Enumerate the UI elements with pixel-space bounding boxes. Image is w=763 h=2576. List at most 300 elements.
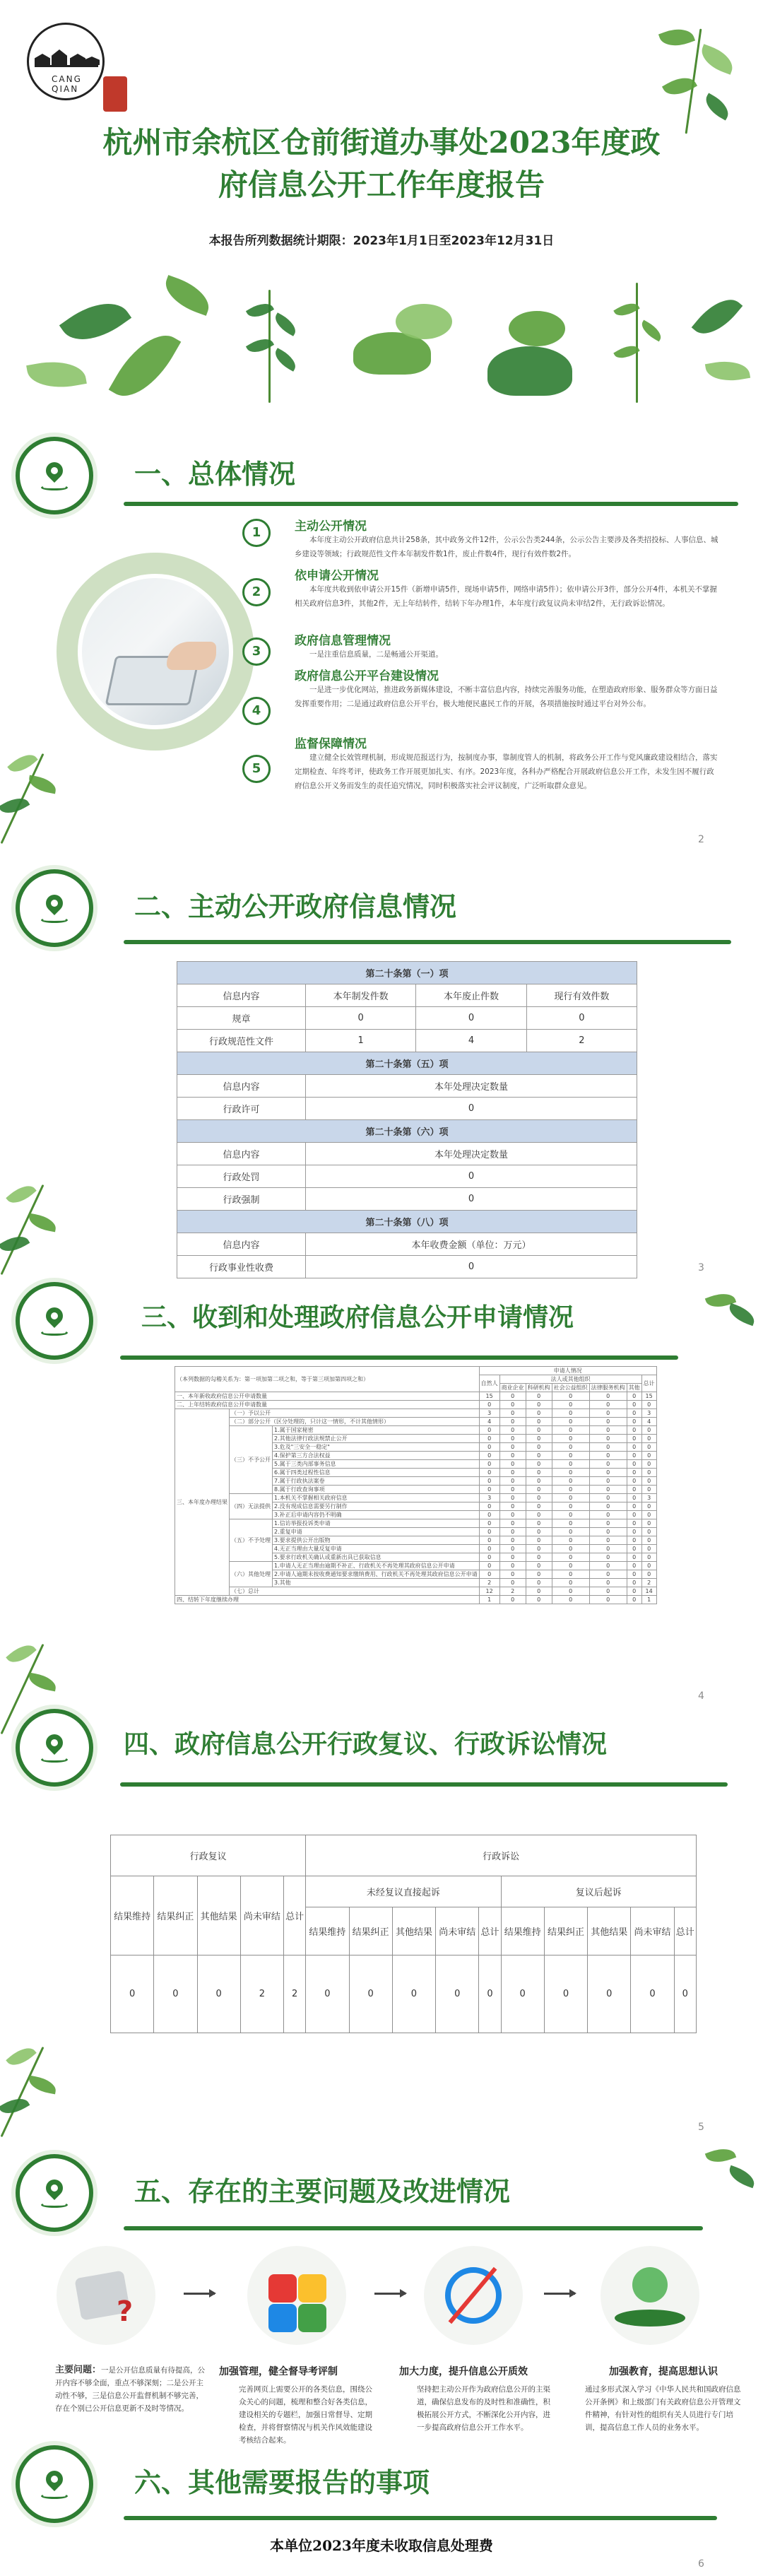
section-1-header xyxy=(0,431,763,523)
col-header: 总计 xyxy=(284,1876,306,1955)
row-label: 二、上年结转政府信息公开申请数量 xyxy=(175,1401,480,1409)
leaf-decor xyxy=(697,44,738,74)
problem-heading: 主要问题： xyxy=(55,2365,102,2375)
table-row xyxy=(175,1418,657,1426)
cell: 0 xyxy=(552,1494,589,1502)
cell: 0 xyxy=(416,1007,526,1030)
table-row xyxy=(175,1519,657,1528)
table-row xyxy=(177,1256,637,1278)
overview-body: 一是进一步优化网站，推进政务新媒体建设，不断丰富信息内容，持续完善服务功能，在塑造政府形象、服务群众等方面日益发挥重要作用；二是通过政府信息公开平台，极大地便民惠民工作的开展，各项措施按时通过平台对外公布。 xyxy=(295,686,718,708)
table-group-title: 第二十条第（六）项 xyxy=(177,1120,637,1143)
cell: 0 xyxy=(526,1452,552,1460)
cell: 4 xyxy=(641,1418,656,1426)
cell: 0 xyxy=(479,1955,501,2033)
overview-number: 1 xyxy=(242,519,271,547)
row-label: 一、本年新收政府信息公开申请数量 xyxy=(175,1392,480,1401)
cell: 0 xyxy=(552,1426,589,1435)
report-title xyxy=(99,122,664,206)
cell: 0 xyxy=(627,1426,641,1435)
overview-number: 2 xyxy=(242,578,271,606)
cell: 0 xyxy=(479,1452,499,1460)
cell: 0 xyxy=(479,1502,499,1511)
cell: 0 xyxy=(641,1528,656,1536)
arrow-right-icon xyxy=(374,2293,406,2295)
problem-block xyxy=(55,2364,211,2415)
row-label: （一）予以公开 xyxy=(230,1409,480,1418)
cell: 0 xyxy=(627,1502,641,1511)
cell: 0 xyxy=(552,1579,589,1587)
overview-item xyxy=(244,666,731,729)
location-pin-icon xyxy=(42,459,66,483)
col-header: 法律服务机构 xyxy=(589,1384,627,1392)
overview-number: 4 xyxy=(242,697,271,725)
leaf-decor xyxy=(28,2076,58,2095)
cell: 0 xyxy=(552,1392,589,1401)
logo-text: CANG QIAN xyxy=(52,74,82,94)
cell: 0 xyxy=(499,1502,526,1511)
report-period: 本报告所列数据统计期限：2023年1月1日至2023年12月31日 xyxy=(208,234,555,248)
section-6-underline xyxy=(124,2516,717,2520)
row-label: 2.重复申请 xyxy=(273,1528,480,1536)
cell: 0 xyxy=(154,1955,197,2033)
cell: 0 xyxy=(526,1536,552,1545)
cell: 1 xyxy=(641,1596,656,1604)
col-header: 尚未审结 xyxy=(631,1907,674,1955)
overview-body: 本年度主动公开政府信息共计258条，其中政务文件12件，公示公告类244条，公示公告主要涉及各类招投标、人事信息、城乡建设等领域；行政规范性文件本年制发件数1件，废止件数4件，现行有效件数2件。 xyxy=(295,536,718,558)
overview-heading: 主动公开情况 xyxy=(295,519,367,534)
cell: 0 xyxy=(627,1435,641,1443)
cell: 0 xyxy=(552,1528,589,1536)
location-pin-icon xyxy=(42,891,66,915)
logo xyxy=(20,16,140,122)
cell: 0 xyxy=(589,1553,627,1562)
col-header: 行政诉讼 xyxy=(306,1835,697,1876)
overview-heading: 政府信息公开平台建设情况 xyxy=(295,669,439,683)
col-header: 行政复议 xyxy=(111,1835,306,1876)
col-header: 结果纠正 xyxy=(154,1876,197,1955)
section-3-title: 三、收到和处理政府信息公开申请情况 xyxy=(141,1303,574,1332)
section-2-underline xyxy=(124,940,731,944)
cell: 0 xyxy=(526,1426,552,1435)
problem-illustration: ? xyxy=(57,2246,155,2345)
cell: 0 xyxy=(479,1528,499,1536)
effort-illustration xyxy=(424,2246,523,2345)
cell: 3 xyxy=(641,1409,656,1418)
cell: 0 xyxy=(479,1545,499,1553)
col-header: 结果纠正 xyxy=(544,1907,587,1955)
table-row xyxy=(175,1409,657,1418)
table-row xyxy=(175,1587,657,1596)
cell: 0 xyxy=(627,1553,641,1562)
cell: 0 xyxy=(627,1519,641,1528)
row-label: 3.其他 xyxy=(273,1579,480,1587)
col-header: 申请人情况 xyxy=(479,1367,656,1375)
cell: 0 xyxy=(627,1460,641,1469)
cell: 行政许可 xyxy=(177,1098,306,1120)
cell: 0 xyxy=(526,1570,552,1579)
cell: 0 xyxy=(479,1553,499,1562)
leaf-decor xyxy=(658,23,695,52)
row-label: （七）总计 xyxy=(230,1587,480,1596)
cell: 0 xyxy=(552,1587,589,1596)
col-header: 总计 xyxy=(479,1907,501,1955)
col-header: 科研机构 xyxy=(526,1384,552,1392)
cell: 0 xyxy=(552,1545,589,1553)
cell: 0 xyxy=(627,1570,641,1579)
page-number: 3 xyxy=(698,1262,704,1274)
row-label: 3.补正后申请内容仍不明确 xyxy=(273,1511,480,1519)
cell: 15 xyxy=(479,1392,499,1401)
row-label: 2.申请人逾期未按收费通知要求缴纳费用、行政机关不再处理其政府信息公开申请 xyxy=(273,1570,480,1579)
section-5-badge xyxy=(16,2154,93,2232)
table-row xyxy=(177,1030,637,1052)
cell: 0 xyxy=(526,1528,552,1536)
leaf-decor xyxy=(28,1673,58,1692)
cell: 0 xyxy=(641,1486,656,1494)
cell: 0 xyxy=(499,1452,526,1460)
cell: 0 xyxy=(552,1469,589,1477)
cell: 0 xyxy=(526,1511,552,1519)
cell: 2 xyxy=(284,1955,306,2033)
measure-heading: 加强教育，提高思想认识 xyxy=(609,2366,718,2377)
cell: 0 xyxy=(499,1528,526,1536)
cell: 0 xyxy=(526,1562,552,1570)
cell: 0 xyxy=(588,1955,631,2033)
col-header: 结果纠正 xyxy=(349,1907,392,1955)
row-label: 4.保护第三方合法权益 xyxy=(273,1452,480,1460)
cell: 0 xyxy=(526,1477,552,1486)
col-header: 总计 xyxy=(674,1907,696,1955)
col-header: 信息内容 xyxy=(177,1143,306,1165)
cell: 0 xyxy=(552,1502,589,1511)
cell: 0 xyxy=(499,1409,526,1418)
cell: 行政事业性收费 xyxy=(177,1256,306,1278)
plant-band xyxy=(0,261,763,431)
cell: 0 xyxy=(526,1469,552,1477)
cell: 0 xyxy=(641,1511,656,1519)
col-header: 商业企业 xyxy=(499,1384,526,1392)
cell: 0 xyxy=(589,1477,627,1486)
cell: 3 xyxy=(479,1409,499,1418)
cell: 0 xyxy=(499,1401,526,1409)
cell: 0 xyxy=(589,1443,627,1452)
col-header: 法人或其他组织 xyxy=(499,1375,641,1384)
col-header: 其他结果 xyxy=(197,1876,240,1955)
cell: 1 xyxy=(479,1596,499,1604)
cell: 0 xyxy=(627,1486,641,1494)
row-label: 四、结转下年度继续办理 xyxy=(175,1596,480,1604)
cell: 0 xyxy=(499,1443,526,1452)
section-2-badge xyxy=(16,869,93,947)
cell: 0 xyxy=(552,1460,589,1469)
cell: 2 xyxy=(526,1030,637,1052)
row-label: 3.危及"三安全一稳定" xyxy=(273,1443,480,1452)
section-4-header xyxy=(0,1703,763,1795)
cell: 14 xyxy=(641,1587,656,1596)
table-row xyxy=(175,1392,657,1401)
row-label: 6.属于四类过程性信息 xyxy=(273,1469,480,1477)
cell: 0 xyxy=(627,1536,641,1545)
cell: 0 xyxy=(627,1477,641,1486)
overview-heading: 监督保障情况 xyxy=(295,737,367,751)
cell: 0 xyxy=(627,1545,641,1553)
cell: 0 xyxy=(552,1418,589,1426)
subgroup-label: （六）其他处理 xyxy=(230,1562,273,1587)
table-row xyxy=(177,1233,637,1256)
cell: 0 xyxy=(627,1418,641,1426)
row-label: 7.属于行政执法案卷 xyxy=(273,1477,480,1486)
cell: 0 xyxy=(552,1511,589,1519)
table-row xyxy=(111,1955,697,2033)
cell: 3 xyxy=(641,1494,656,1502)
row-label: 1.信访举报投诉类申请 xyxy=(273,1519,480,1528)
cell: 0 xyxy=(306,1007,416,1030)
cell: 0 xyxy=(306,1256,637,1278)
cell: 1 xyxy=(306,1030,416,1052)
col-header: 其他结果 xyxy=(588,1907,631,1955)
no-fee-statement: 本单位2023年度未收取信息处理费 xyxy=(270,2537,493,2554)
cell: 0 xyxy=(589,1409,627,1418)
cell: 0 xyxy=(526,1494,552,1502)
cell: 0 xyxy=(627,1511,641,1519)
cell: 0 xyxy=(526,1435,552,1443)
cell: 0 xyxy=(392,1955,435,2033)
row-label: 5.属于三类内部事务信息 xyxy=(273,1460,480,1469)
page-number: 6 xyxy=(698,2558,704,2570)
section-3-badge xyxy=(16,1282,93,1360)
cell: 12 xyxy=(479,1587,499,1596)
report-title-line2: 府信息公开工作年度报告 xyxy=(218,167,545,202)
overview-body: 本年度共收到依申请公开15件（新增申请5件，现场申请5件，网络申请5件）；依申请公开3件，部分公开4件，本机关不掌握相关政府信息3件，其他2件，无上年结转件，结转下年办理1件，本年度行政复议尚未审结2件，无行政诉讼情况。 xyxy=(295,585,718,608)
cell: 0 xyxy=(499,1435,526,1443)
cell: 2 xyxy=(499,1587,526,1596)
cell: 0 xyxy=(499,1562,526,1570)
col-header: 本年制发件数 xyxy=(306,984,416,1007)
cell: 0 xyxy=(641,1562,656,1570)
overview-body: 一是注重信息质量，二是畅通公开渠道。 xyxy=(309,650,443,659)
cell: 0 xyxy=(589,1502,627,1511)
cell: 0 xyxy=(627,1443,641,1452)
cell: 0 xyxy=(197,1955,240,2033)
cell: 0 xyxy=(526,1460,552,1469)
cell: 2 xyxy=(240,1955,283,2033)
location-pin-icon xyxy=(42,2467,66,2491)
cell: 0 xyxy=(641,1469,656,1477)
cell: 0 xyxy=(552,1570,589,1579)
cell: 0 xyxy=(499,1511,526,1519)
cell: 0 xyxy=(589,1435,627,1443)
row-label: 4.无正当理由大量反复申请 xyxy=(273,1545,480,1553)
section-2-header xyxy=(0,864,763,955)
cell: 0 xyxy=(641,1477,656,1486)
measure-text: 完善网页上需要公开的各类信息，围绕公众关心的问题，梳理和整合好各类信息，建设相关的专题栏，加强日常督导、定期检查，并将督察情况与机关作风效能建设考核结合起来。 xyxy=(239,2385,372,2445)
cell: 0 xyxy=(589,1562,627,1570)
table-row xyxy=(177,1075,637,1098)
cell: 0 xyxy=(627,1469,641,1477)
cell: 0 xyxy=(627,1452,641,1460)
cell: 0 xyxy=(526,1418,552,1426)
cell: 0 xyxy=(552,1452,589,1460)
overview-number: 5 xyxy=(242,755,271,783)
cell: 0 xyxy=(552,1596,589,1604)
table-group-title: 第二十条第（一）项 xyxy=(177,962,637,984)
applications-table xyxy=(175,1366,657,1604)
table-row xyxy=(177,1143,637,1165)
col-header: 其他结果 xyxy=(392,1907,435,1955)
group-label: 三、本年度办理结果 xyxy=(175,1409,230,1596)
row-label: 1.属于国家秘密 xyxy=(273,1426,480,1435)
cell: 0 xyxy=(641,1536,656,1545)
cell: 0 xyxy=(589,1426,627,1435)
cell: 0 xyxy=(589,1519,627,1528)
cell: 0 xyxy=(499,1494,526,1502)
cell: 行政规范性文件 xyxy=(177,1030,306,1052)
col-header: 结果维持 xyxy=(501,1907,544,1955)
cell: 0 xyxy=(641,1452,656,1460)
cell: 0 xyxy=(526,1007,637,1030)
cell: 0 xyxy=(436,1955,479,2033)
cell: 0 xyxy=(479,1435,499,1443)
row-label: 8.属于行政查询事项 xyxy=(273,1486,480,1494)
table-group-title: 第二十条第（八）项 xyxy=(177,1211,637,1233)
cell: 0 xyxy=(589,1469,627,1477)
cell: 0 xyxy=(499,1426,526,1435)
col-header: 自然人 xyxy=(479,1375,499,1392)
cell: 0 xyxy=(499,1596,526,1604)
col-header: 本年废止件数 xyxy=(416,984,526,1007)
cell: 0 xyxy=(641,1460,656,1469)
cell: 0 xyxy=(641,1570,656,1579)
section-2-title: 二、主动公开政府信息情况 xyxy=(134,891,457,922)
review-litigation-table xyxy=(110,1835,697,2033)
cell: 0 xyxy=(552,1477,589,1486)
cell: 0 xyxy=(526,1401,552,1409)
overview-item xyxy=(244,565,731,622)
cell: 行政强制 xyxy=(177,1188,306,1211)
cell: 0 xyxy=(526,1519,552,1528)
measure-text: 通过多形式深入学习《中华人民共和国政府信息公开条例》和上级部门有关政府信息公开管理文件精神，有针对性的组织有关人员进行专门培训，提高信息工作人员的业务水平。 xyxy=(585,2385,741,2432)
measure-heading: 加大力度，提升信息公开质效 xyxy=(399,2366,528,2377)
col-header: 结果维持 xyxy=(111,1876,154,1955)
cell: 0 xyxy=(552,1486,589,1494)
cell: 0 xyxy=(589,1587,627,1596)
cell: 0 xyxy=(589,1418,627,1426)
cell: 0 xyxy=(589,1460,627,1469)
cell: 0 xyxy=(479,1570,499,1579)
cell: 0 xyxy=(479,1562,499,1570)
cell: 0 xyxy=(306,1098,637,1120)
cell: 0 xyxy=(552,1536,589,1545)
section-6-header xyxy=(0,2440,763,2531)
section-3-header xyxy=(0,1276,763,1368)
section-4-underline xyxy=(120,1782,728,1787)
page-number: 4 xyxy=(698,1690,704,1702)
location-pin-icon xyxy=(42,1731,66,1755)
section-1-title: 一、总体情况 xyxy=(134,459,296,490)
cell: 0 xyxy=(479,1477,499,1486)
cell: 0 xyxy=(479,1519,499,1528)
section-4-title: 四、政府信息公开行政复议、行政诉讼情况 xyxy=(124,1730,608,1759)
cell: 0 xyxy=(479,1511,499,1519)
col-header: 结果维持 xyxy=(306,1907,349,1955)
cell: 0 xyxy=(479,1536,499,1545)
section-1-badge xyxy=(16,437,93,514)
cell: 0 xyxy=(526,1409,552,1418)
cell: 2 xyxy=(641,1579,656,1587)
table-row xyxy=(175,1562,657,1570)
cell: 0 xyxy=(641,1502,656,1511)
table-row xyxy=(177,1165,637,1188)
leaf-decor xyxy=(701,93,733,120)
cell: 0 xyxy=(589,1401,627,1409)
col-header: 现行有效件数 xyxy=(526,984,637,1007)
table-row xyxy=(177,1007,637,1030)
cell: 0 xyxy=(499,1469,526,1477)
row-label: 2.没有现成信息需要另行制作 xyxy=(273,1502,480,1511)
cell: 0 xyxy=(526,1587,552,1596)
col-header: 本年处理决定数量 xyxy=(306,1143,637,1165)
cell: 0 xyxy=(589,1511,627,1519)
cell: 0 xyxy=(627,1409,641,1418)
overview-number: 3 xyxy=(242,637,271,666)
table-row xyxy=(177,984,637,1007)
cell: 0 xyxy=(589,1570,627,1579)
cell: 0 xyxy=(589,1536,627,1545)
cell: 0 xyxy=(641,1553,656,1562)
cell: 0 xyxy=(499,1545,526,1553)
page-number: 2 xyxy=(698,834,704,845)
cell: 规章 xyxy=(177,1007,306,1030)
col-header: 信息内容 xyxy=(177,984,306,1007)
leaf-decor xyxy=(0,1230,30,1257)
cell: 0 xyxy=(627,1596,641,1604)
cell: 0 xyxy=(479,1486,499,1494)
cell: 0 xyxy=(499,1460,526,1469)
arrow-right-icon xyxy=(184,2293,215,2295)
col-header: 信息内容 xyxy=(177,1233,306,1256)
location-pin-icon xyxy=(42,2176,66,2200)
cell: 0 xyxy=(499,1553,526,1562)
logo-roofs-icon xyxy=(35,46,98,67)
cell: 0 xyxy=(589,1392,627,1401)
page-number: 5 xyxy=(698,2122,704,2133)
cell: 0 xyxy=(479,1426,499,1435)
cell: 15 xyxy=(641,1392,656,1401)
cell: 0 xyxy=(641,1519,656,1528)
cell: 3 xyxy=(479,1494,499,1502)
cell: 4 xyxy=(416,1030,526,1052)
table-row xyxy=(175,1426,657,1435)
cell: 0 xyxy=(499,1418,526,1426)
section-1-underline xyxy=(124,502,738,506)
cell: 0 xyxy=(589,1579,627,1587)
cell: 0 xyxy=(479,1460,499,1469)
cell: 0 xyxy=(111,1955,154,2033)
section-3-underline xyxy=(120,1355,678,1360)
cell: 0 xyxy=(641,1443,656,1452)
section-6-badge xyxy=(16,2445,93,2523)
cell: 0 xyxy=(627,1494,641,1502)
cell: 2 xyxy=(479,1579,499,1587)
overview-heading: 依申请公开情况 xyxy=(295,569,379,583)
cell: 0 xyxy=(589,1486,627,1494)
col-header: 未经复议直接起诉 xyxy=(306,1876,501,1907)
col-header: 复议后起诉 xyxy=(501,1876,696,1907)
office-photo-frame xyxy=(57,553,254,751)
cell: 0 xyxy=(499,1570,526,1579)
cell: 4 xyxy=(479,1418,499,1426)
leaf-decor xyxy=(28,1213,58,1233)
